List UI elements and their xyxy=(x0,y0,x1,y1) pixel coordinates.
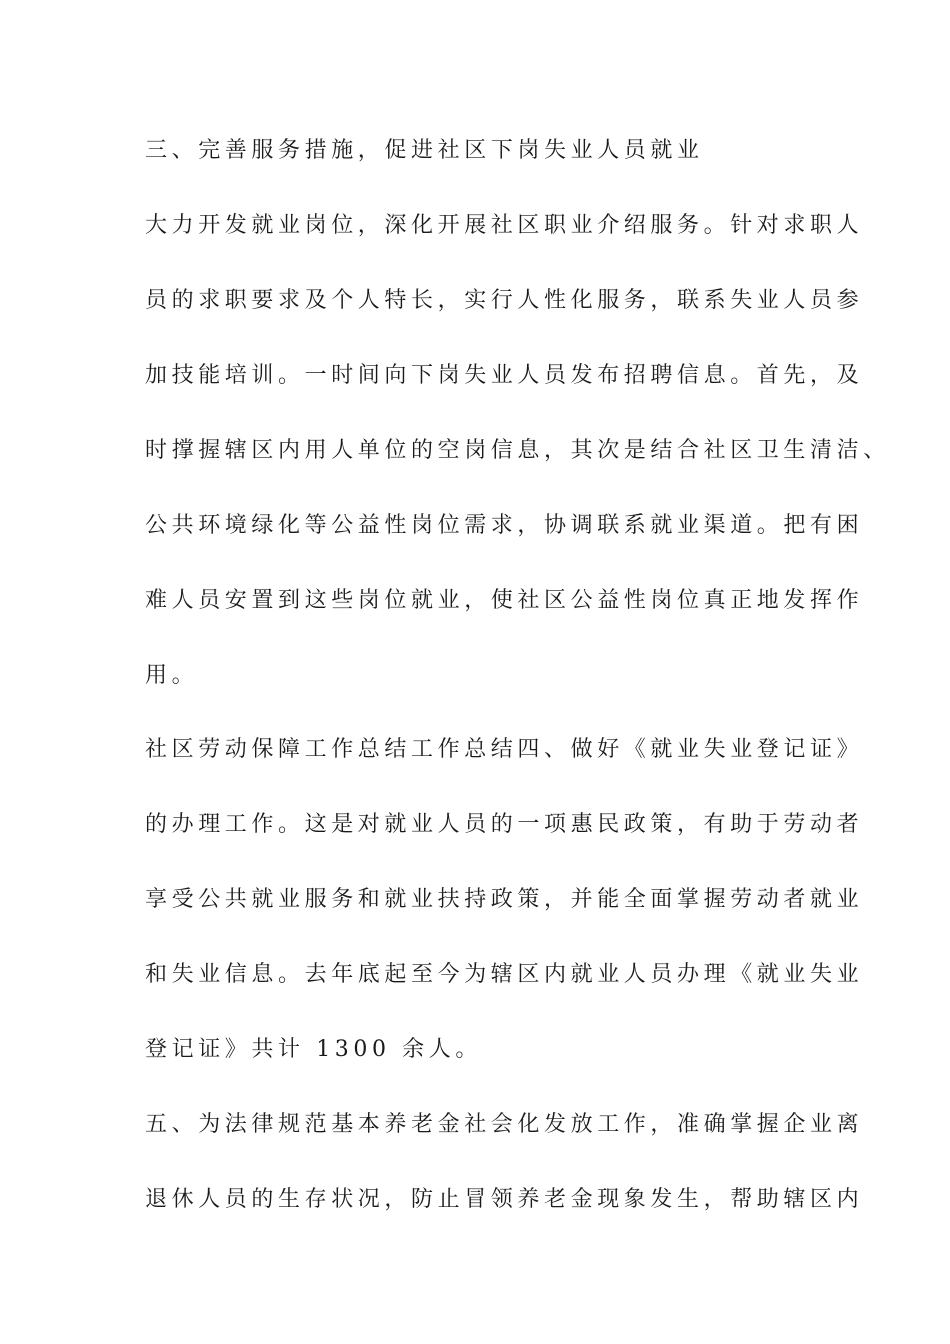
section-heading-3: 三、完善服务措施，促进社区下岗失业人员就业 xyxy=(145,138,704,163)
text-line: 和失业信息。去年底起至今为辖区内就业人员办理《就业失业 xyxy=(145,962,864,987)
text-line: 公共环境绿化等公益性岗位需求，协调联系就业渠道。把有困 xyxy=(145,513,864,538)
text-line: 加技能培训。一时间向下岗失业人员发布招聘信息。首先，及 xyxy=(145,363,864,388)
text-line: 员的求职要求及个人特长，实行人性化服务，联系失业人员参 xyxy=(145,288,864,313)
text-line: 大力开发就业岗位，深化开展社区职业介绍服务。针对求职人 xyxy=(145,213,864,238)
text-line: 五、为法律规范基本养老金社会化发放工作，准确掌握企业离 xyxy=(145,1112,864,1137)
text-line: 的办理工作。这是对就业人员的一项惠民政策，有助于劳动者 xyxy=(145,812,864,837)
text-line: 时撑握辖区内用人单位的空岗信息，其次是结合社区卫生清洁、 xyxy=(145,438,890,463)
text-line: 用。 xyxy=(145,663,199,688)
text-line: 难人员安置到这些岗位就业，使社区公益性岗位真正地发挥作 xyxy=(145,588,864,613)
text-line: 退休人员的生存状况，防止冒领养老金现象发生，帮助辖区内 xyxy=(145,1187,864,1212)
text-line: 社区劳动保障工作总结工作总结四、做好《就业失业登记证》 xyxy=(145,737,864,762)
text-line: 登记证》共计 1300 余人。 xyxy=(145,1037,482,1062)
text-line: 享受公共就业服务和就业扶持政策，并能全面掌握劳动者就业 xyxy=(145,887,864,912)
